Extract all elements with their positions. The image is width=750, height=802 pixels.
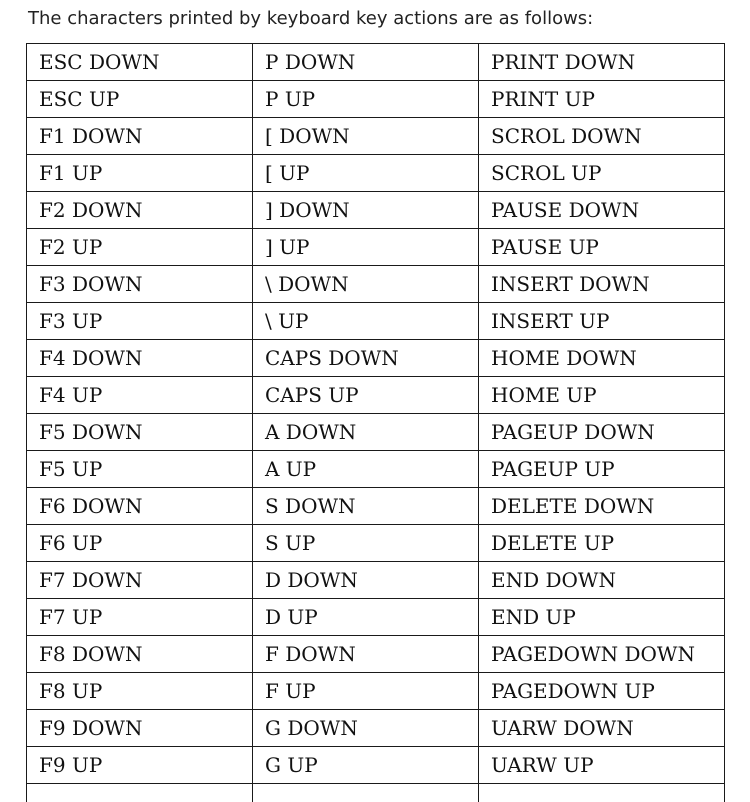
table-cell: PRINT UP (479, 81, 725, 118)
table-cell: HOME UP (479, 377, 725, 414)
table-cell: A DOWN (253, 414, 479, 451)
table-cell: PAGEUP DOWN (479, 414, 725, 451)
table-cell: F5 UP (27, 451, 253, 488)
table-cell: D DOWN (253, 562, 479, 599)
table-row (27, 747, 725, 784)
table-cell: INSERT DOWN (479, 266, 725, 303)
table-cell: A UP (253, 451, 479, 488)
table-row (27, 525, 725, 562)
table-cell: F2 DOWN (27, 192, 253, 229)
table-row (27, 81, 725, 118)
table-row (27, 192, 725, 229)
table-cell: P UP (253, 81, 479, 118)
table-cell: CAPS DOWN (253, 340, 479, 377)
table-cell: PAGEDOWN UP (479, 673, 725, 710)
table-row (27, 155, 725, 192)
table-cell: ] UP (253, 229, 479, 266)
table-cell: F3 DOWN (27, 266, 253, 303)
table-cell: UARW DOWN (479, 710, 725, 747)
table-cell: F6 DOWN (27, 488, 253, 525)
table-cell: F UP (253, 673, 479, 710)
table-cell: G UP (253, 747, 479, 784)
table-row (27, 488, 725, 525)
table-cell: F4 UP (27, 377, 253, 414)
table-cell: PAUSE DOWN (479, 192, 725, 229)
table-row (27, 562, 725, 599)
table-cell: F7 UP (27, 599, 253, 636)
table-cell: F DOWN (253, 636, 479, 673)
table-row (27, 303, 725, 340)
table-cell: PAGEDOWN DOWN (479, 636, 725, 673)
table-cell: F9 UP (27, 747, 253, 784)
table-cell: F6 UP (27, 525, 253, 562)
table-cell: F8 UP (27, 673, 253, 710)
table-row (27, 710, 725, 747)
table-cell: S DOWN (253, 488, 479, 525)
table-cell: CAPS UP (253, 377, 479, 414)
table-row (27, 377, 725, 414)
table-row-partial (27, 784, 725, 802)
table-row (27, 340, 725, 377)
table-cell: PRINT DOWN (479, 44, 725, 81)
key-action-table (26, 43, 725, 802)
table-row (27, 118, 725, 155)
table-cell: PAUSE UP (479, 229, 725, 266)
table-cell: [ UP (253, 155, 479, 192)
table-cell: F7 DOWN (27, 562, 253, 599)
table-cell: F5 DOWN (27, 414, 253, 451)
table-cell (27, 784, 253, 802)
table-cell: DELETE UP (479, 525, 725, 562)
table-cell: ESC DOWN (27, 44, 253, 81)
table-cell (479, 784, 725, 802)
table-cell: HOME DOWN (479, 340, 725, 377)
table-cell: SCROL UP (479, 155, 725, 192)
table-cell: S UP (253, 525, 479, 562)
table-row (27, 636, 725, 673)
table-cell: END DOWN (479, 562, 725, 599)
intro-text: The characters printed by keyboard key actions are as follows: (28, 8, 594, 29)
table-cell: F8 DOWN (27, 636, 253, 673)
table-cell: G DOWN (253, 710, 479, 747)
table-cell: P DOWN (253, 44, 479, 81)
table-row (27, 451, 725, 488)
table-cell: END UP (479, 599, 725, 636)
table-cell: \ UP (253, 303, 479, 340)
key-action-table-body (27, 44, 725, 802)
table-row (27, 44, 725, 81)
table-cell: ESC UP (27, 81, 253, 118)
table-cell: UARW UP (479, 747, 725, 784)
table-cell: F3 UP (27, 303, 253, 340)
table-cell: \ DOWN (253, 266, 479, 303)
table-cell: F1 DOWN (27, 118, 253, 155)
table-row (27, 414, 725, 451)
table-cell: INSERT UP (479, 303, 725, 340)
table-cell: D UP (253, 599, 479, 636)
table-cell: DELETE DOWN (479, 488, 725, 525)
table-cell: F2 UP (27, 229, 253, 266)
table-cell: ] DOWN (253, 192, 479, 229)
table-cell: F9 DOWN (27, 710, 253, 747)
table-row (27, 599, 725, 636)
table-cell: SCROL DOWN (479, 118, 725, 155)
table-cell: PAGEUP UP (479, 451, 725, 488)
table-cell: [ DOWN (253, 118, 479, 155)
table-row (27, 229, 725, 266)
table-row (27, 266, 725, 303)
table-cell: F4 DOWN (27, 340, 253, 377)
table-cell (253, 784, 479, 802)
table-cell: F1 UP (27, 155, 253, 192)
table-row (27, 673, 725, 710)
